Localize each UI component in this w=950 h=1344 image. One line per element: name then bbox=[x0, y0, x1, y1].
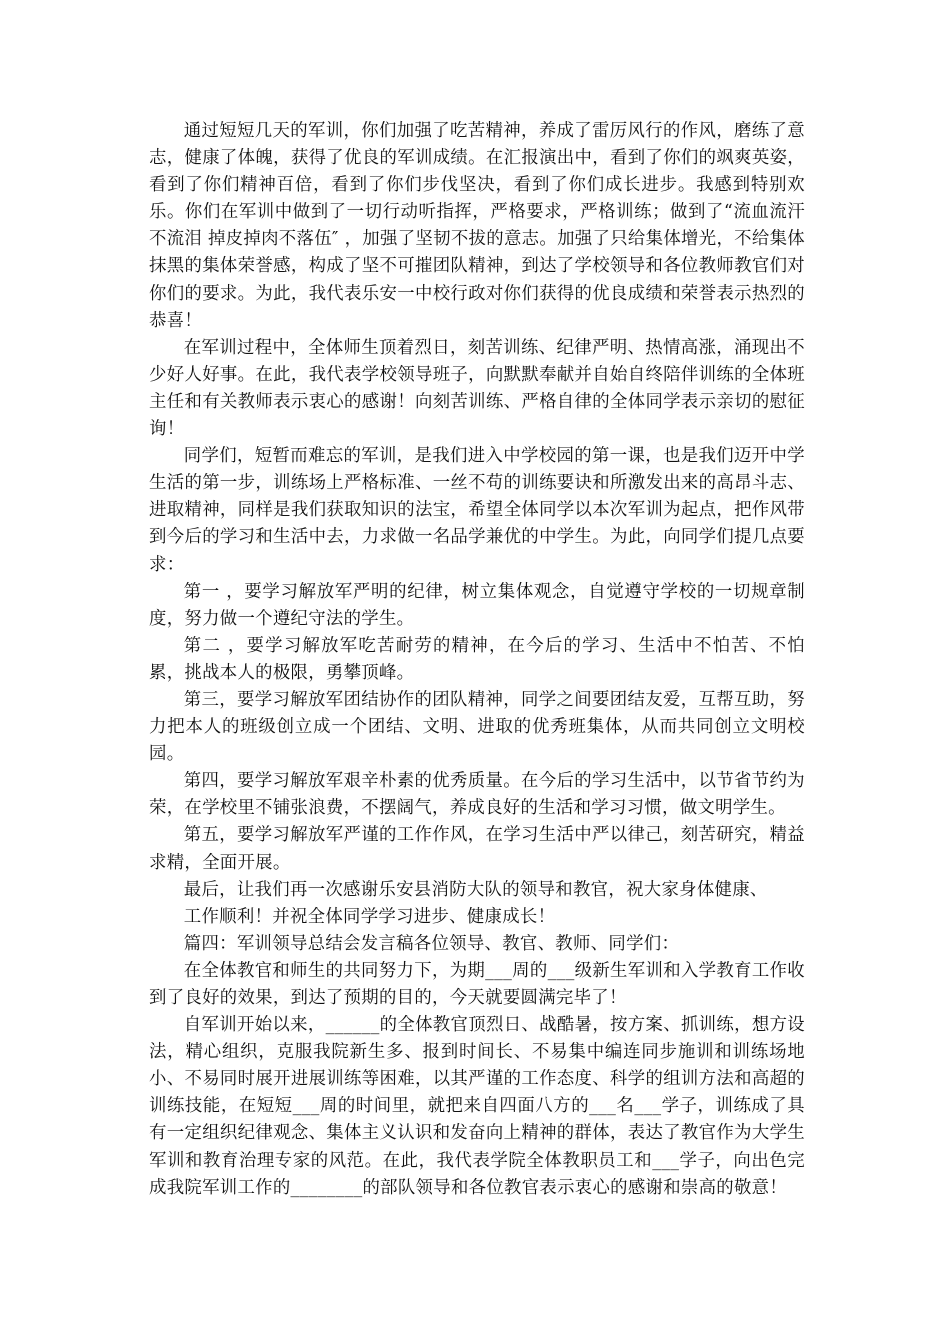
paragraph-12: 在全体教官和师生的共同努力下，为期___周的___级新生军训和入学教育工作收到了良好的效果，到达了预期的目的，今天就要圆满完毕了！ bbox=[149, 960, 805, 1008]
paragraph-1: 通过短短几天的军训，你们加强了吃苦精神，养成了雷厉风行的作风，磨练了意志，健康了体魄，获得了优良的军训成绩。在汇报演出中，看到了你们的飒爽英姿，看到了你们精神百倍，看到了你们步伐坚决，看到了你们成长进步。我感到特别欢乐。你们在军训中做到了一切行动听指挥，严格要求，严格训练；做到了“流血流汗不流泪 掉皮掉肉不落伍″ ，加强了坚韧不拔的意志。加强了只给集体增光，不给集体抹黑的集体荣誉感，构成了坚不可摧团队精神，到达了学校领导和各位教师教官们对你们的要求。为此，我代表乐安一中校行政对你们获得的优良成绩和荣誉表示热烈的恭喜！ bbox=[149, 121, 805, 331]
paragraph-13: 自军训开始以来，______的全体教官顶烈日、战酷暑，按方案、抓训练，想方设法，精心组织，克服我院新生多、报到时间长、不易集中编连同步施训和训练场地小、不易同时展开进展训练等困难，以其严谨的工作态度、科学的组训方法和高超的训练技能，在短短___周的时间里，就把来自四面八方的___名___学子，训练成了具有一定组织纪律观念、集体主义认识和发奋向上精神的群体，表达了教官作为大学生军训和教育治理专家的风范。在此，我代表学院全体教职员工和___学子，向出色完成我院军训工作的________的部队领导和各位教官表示衷心的感谢和崇高的敬意！ bbox=[149, 1015, 805, 1198]
paragraph-10: 工作顺利！并祝全体同学学习进步、健康成长！ bbox=[183, 906, 556, 927]
paragraph-7: 第四，要学习解放军艰辛朴素的优秀质量。在今后的学习生活中，以节省节约为荣，在学校里不铺张浪费，不摆阔气，养成良好的生活和学习习惯，做文明学生。 bbox=[149, 771, 805, 819]
document-body bbox=[149, 118, 805, 1202]
paragraph-3: 同学们，短暂而难忘的军训，是我们进入中学校园的第一课，也是我们迈开中学生活的第一步，训练场上严格标准、一丝不苟的训练要诀和所激发出来的高昂斗志、进取精神，同样是我们获取知识的法宝，希望全体同学以本次军训为起点，把作风带到今后的学习和生活中去，力求做一名品学兼优的中学生。为此，向同学们提几点要求： bbox=[149, 446, 805, 575]
paragraph-5: 第二 ，要学习解放军吃苦耐劳的精神，在今后的学习、生活中不怕苦、不怕累，挑战本人的极限，勇攀顶峰。 bbox=[149, 635, 805, 683]
paragraph-4: 第一 ，要学习解放军严明的纪律，树立集体观念，自觉遵守学校的一切规章制度，努力做一个遵纪守法的学生。 bbox=[149, 581, 805, 629]
paragraph-9: 最后，让我们再一次感谢乐安县消防大队的领导和教官，祝大家身体健康、 bbox=[183, 879, 768, 900]
paragraph-11: 篇四：军训领导总结会发言稿各位领导、教官、教师、同学们： bbox=[183, 933, 680, 954]
paragraph-2: 在军训过程中，全体师生顶着烈日，刻苦训练、纪律严明、热情高涨，涌现出不少好人好事。在此，我代表学校领导班子，向默默奉献并自始自终陪伴训练的全体班主任和有关教师表示衷心的感谢！向刻苦训练、严格自律的全体同学表示亲切的慰征询！ bbox=[149, 337, 805, 440]
paragraph-8: 第五，要学习解放军严谨的工作作风，在学习生活中严以律己，刻苦研究，精益求精，全面开展。 bbox=[149, 825, 805, 873]
paragraph-6: 第三，要学习解放军团结协作的团队精神，同学之间要团结友爱，互帮互助，努力把本人的班级创立成一个团结、文明、进取的优秀班集体，从而共同创立文明校园。 bbox=[149, 689, 805, 765]
